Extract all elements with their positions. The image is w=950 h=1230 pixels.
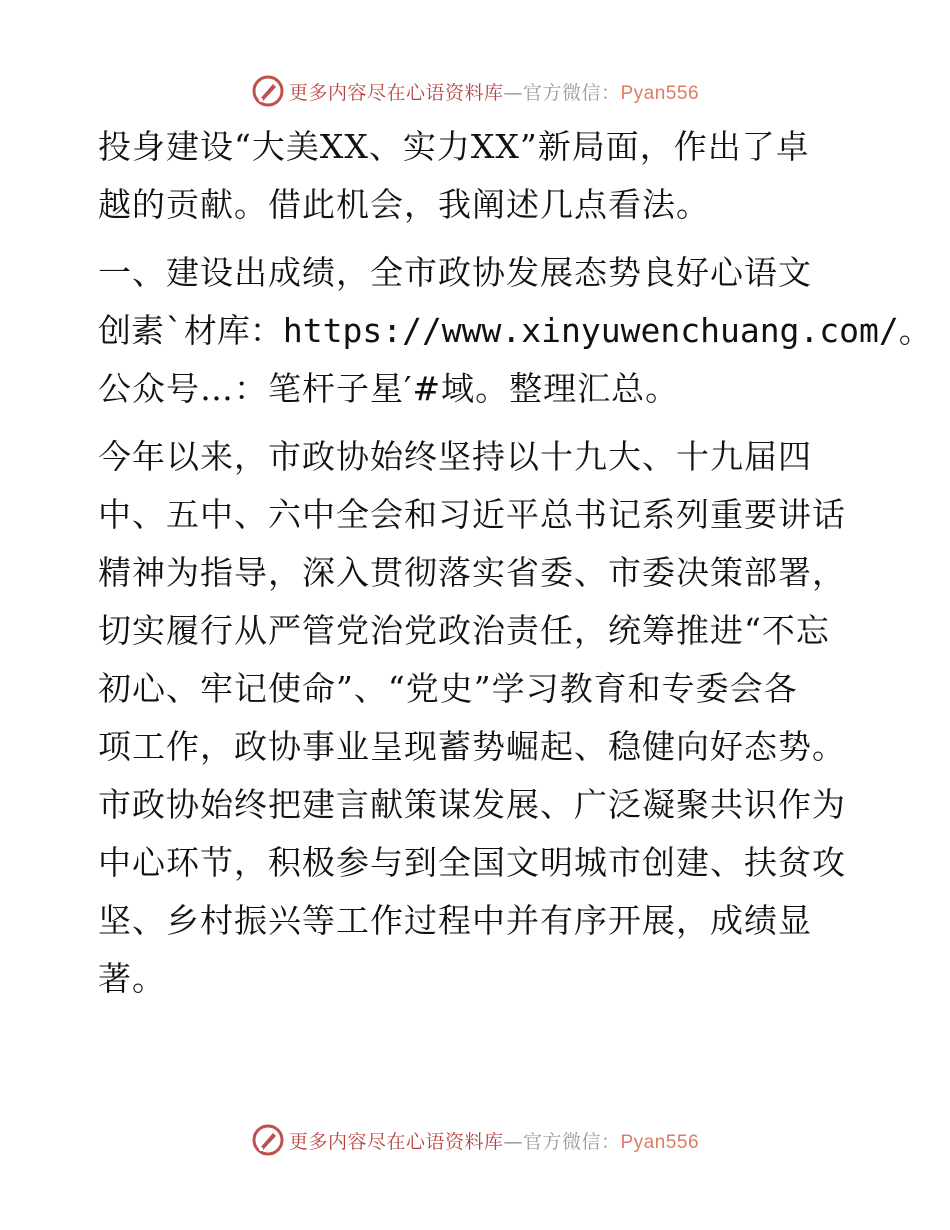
text-line: 项工作，政协事业呈现蓄势崛起、稳健向好态势。 <box>98 727 846 766</box>
document-body <box>98 118 932 1018</box>
watermark-main-text: 更多内容尽在心语资料库 <box>288 81 504 104</box>
text-line: 越的贡献。借此机会，我阐述几点看法。 <box>98 185 710 224</box>
watermark-separator: — <box>503 81 523 104</box>
pen-logo-icon <box>251 1123 285 1157</box>
text-line: 投身建设“大美XX、实力XX”新局面，作出了卓 <box>98 127 810 166</box>
watermark-main-text: 更多内容尽在心语资料库 <box>288 1130 504 1153</box>
text-line: 今年以来，市政协始终坚持以十九大、十九届四 <box>98 437 812 476</box>
text-line: 精神为指导，深入贯彻落实省委、市委决策部署， <box>98 553 846 592</box>
footer-watermark-banner <box>0 1120 950 1160</box>
paragraph-2 <box>98 244 932 418</box>
watermark-text <box>289 78 699 105</box>
watermark-separator: — <box>503 1130 523 1153</box>
section-heading-line: 一、建设出成绩，全市政协发展态势良好心语文 <box>98 253 812 292</box>
text-line: 中心环节，积极参与到全国文明城市创建、扶贫攻 <box>98 843 846 882</box>
header-watermark-banner <box>0 71 950 111</box>
paragraph-1 <box>98 118 858 234</box>
text-line: 公众号…：笔杆子星′#域。整理汇总。 <box>98 369 680 408</box>
text-line: 坚、乡村振兴等工作过程中并有序开展，成绩显 <box>98 901 812 940</box>
text-line: 初心、牢记使命”、“党史”学习教育和专委会各 <box>98 669 798 708</box>
text-line: 著。 <box>98 959 166 998</box>
text-line: 市政协始终把建言献策谋发展、广泛凝聚共识作为 <box>98 785 846 824</box>
paragraph-3 <box>98 428 858 1008</box>
watermark-account: Pyan556 <box>620 1131 700 1153</box>
pen-logo-icon <box>251 74 285 108</box>
watermark-wechat-label: 官方微信： <box>522 1130 621 1153</box>
watermark-text <box>289 1127 699 1154</box>
text-line: 切实履行从严管党治党政治责任，统筹推进“不忘 <box>98 611 830 650</box>
watermark-account: Pyan556 <box>620 82 700 104</box>
text-line: 中、五中、六中全会和习近平总书记系列重要讲话 <box>98 495 846 534</box>
watermark-wechat-label: 官方微信： <box>522 81 621 104</box>
url-line: 创素`材库：https://www.xinyuwenchuang.com/。 <box>98 311 932 350</box>
